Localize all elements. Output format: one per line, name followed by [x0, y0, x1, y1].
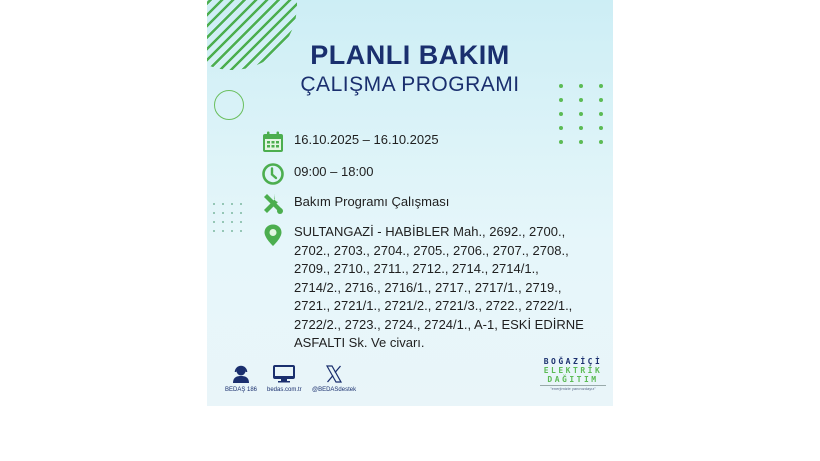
work-type: Bakım Programı Çalışması: [294, 194, 450, 209]
logo-tagline: "enerjimizle yanınızdayız": [540, 385, 606, 391]
time-range: 09:00 – 18:00: [294, 164, 374, 179]
logo-line-3: DAĞITIM: [547, 375, 599, 384]
page-subtitle: ÇALIŞMA PROGRAMI: [300, 73, 520, 96]
work-type-row: [261, 192, 449, 216]
address-row: [261, 223, 584, 353]
call-center-agent-icon: [231, 365, 251, 383]
company-logo: [540, 357, 606, 391]
clock-icon: [261, 162, 285, 186]
x-twitter-icon: [325, 365, 343, 383]
monitor-icon: [273, 365, 295, 383]
decorative-dots-left: [213, 203, 242, 232]
website-label: bedas.com.tr: [267, 387, 302, 393]
logo-line-1: BOĞAZİÇİ: [543, 357, 603, 366]
date-range: 16.10.2025 – 16.10.2025: [294, 132, 439, 147]
calendar-icon: [261, 130, 285, 154]
time-row: [261, 162, 374, 186]
social-label: @BEDASdestek: [312, 387, 357, 393]
map-pin-icon: [261, 223, 285, 247]
page-title: PLANLI BAKIM: [310, 40, 510, 70]
phone-contact: [225, 365, 257, 393]
date-row: [261, 130, 439, 154]
logo-line-2: ELEKTRİK: [543, 366, 603, 375]
tools-icon: [261, 192, 285, 216]
website-contact[interactable]: [267, 365, 302, 393]
maintenance-announcement-card: [207, 0, 613, 406]
social-contact[interactable]: [312, 365, 356, 393]
address-text: SULTANGAZİ - HABİBLER Mah., 2692., 2700., 2702., 2703., 2704., 2705., 2706., 2707., 2708., 2709., 2710., 2711., 2712., 2714., 2714/1., 2714/2., 2716., 2716/1., 2717., 2717/1., 2719., 2721., 2721/1., 2721/2., 2721/3., 2722., 2722/1., 2722/2., 2723., 2724., 2724/1., A-1, ESKİ EDİRNE ASFALTI Sk. Ve civarı.: [294, 224, 584, 350]
phone-label: BEDAŞ 186: [225, 387, 258, 393]
